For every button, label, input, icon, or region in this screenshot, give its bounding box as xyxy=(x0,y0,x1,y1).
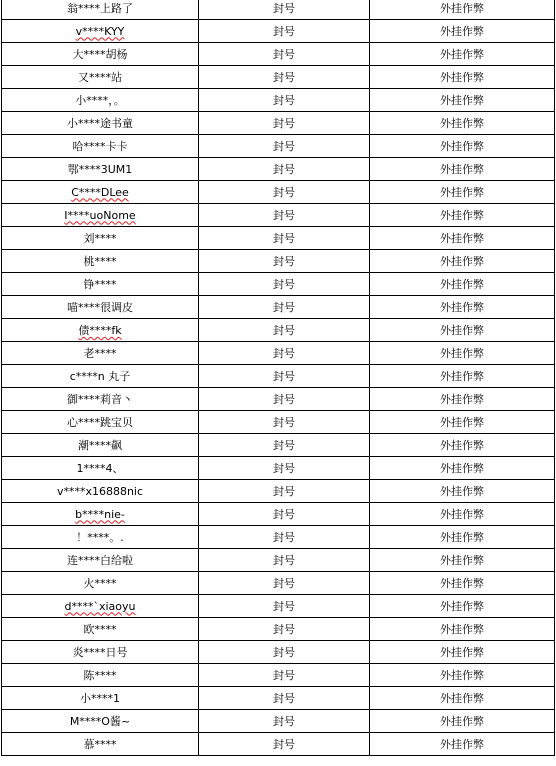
player-name-cell xyxy=(2,135,199,158)
action-cell xyxy=(199,66,370,89)
player-name-text: b****nie- xyxy=(75,507,125,521)
action-cell xyxy=(199,710,370,733)
player-name-cell xyxy=(2,0,199,20)
table-row xyxy=(2,66,555,89)
reason-cell xyxy=(370,503,555,526)
action-cell xyxy=(199,549,370,572)
reason-cell xyxy=(370,135,555,158)
table-row xyxy=(2,595,555,618)
action-cell xyxy=(199,733,370,756)
table-row xyxy=(2,664,555,687)
player-name-cell xyxy=(2,710,199,733)
table-row xyxy=(2,365,555,388)
action-cell xyxy=(199,641,370,664)
table-row xyxy=(2,457,555,480)
reason-text: 外挂作弊 xyxy=(440,186,484,199)
action-cell xyxy=(199,411,370,434)
ban-list-body xyxy=(2,0,555,756)
action-text: 封号 xyxy=(273,416,295,429)
reason-text: 外挂作弊 xyxy=(440,669,484,682)
player-name-text: 刘**** xyxy=(83,232,117,245)
action-cell xyxy=(199,457,370,480)
action-text: 封号 xyxy=(273,140,295,153)
player-name-cell xyxy=(2,549,199,572)
player-name-cell xyxy=(2,641,199,664)
action-cell xyxy=(199,480,370,503)
player-name-cell xyxy=(2,66,199,89)
action-cell xyxy=(199,526,370,549)
table-row xyxy=(2,572,555,595)
action-cell xyxy=(199,181,370,204)
action-text: 封号 xyxy=(273,25,295,38)
action-cell xyxy=(199,135,370,158)
reason-text: 外挂作弊 xyxy=(440,2,484,15)
action-text: 封号 xyxy=(273,94,295,107)
table-row xyxy=(2,0,555,20)
action-text: 封号 xyxy=(273,715,295,728)
reason-cell xyxy=(370,365,555,388)
table-row xyxy=(2,733,555,756)
player-name-text: d****`xiaoyu xyxy=(64,599,136,613)
table-row xyxy=(2,503,555,526)
action-text: 封号 xyxy=(273,439,295,452)
reason-cell xyxy=(370,618,555,641)
player-name-cell xyxy=(2,733,199,756)
player-name-cell xyxy=(2,411,199,434)
player-name-text: 炎****日号 xyxy=(72,646,128,659)
reason-text: 外挂作弊 xyxy=(440,347,484,360)
player-name-text: 潮****飙 xyxy=(78,439,122,452)
reason-cell xyxy=(370,664,555,687)
table-row xyxy=(2,434,555,457)
reason-cell xyxy=(370,687,555,710)
action-cell xyxy=(199,89,370,112)
reason-cell xyxy=(370,457,555,480)
player-name-text: 翁****上路了 xyxy=(67,2,133,15)
action-cell xyxy=(199,20,370,43)
action-text: 封号 xyxy=(273,646,295,659)
reason-cell xyxy=(370,66,555,89)
player-name-cell xyxy=(2,434,199,457)
action-text: 封号 xyxy=(273,669,295,682)
action-text: 封号 xyxy=(273,531,295,544)
action-cell xyxy=(199,227,370,250)
reason-cell xyxy=(370,158,555,181)
player-name-cell xyxy=(2,112,199,135)
player-name-cell xyxy=(2,319,199,342)
action-text: 封号 xyxy=(273,600,295,613)
player-name-text: ！****。. xyxy=(76,531,124,544)
action-text: 封号 xyxy=(273,278,295,291)
action-cell xyxy=(199,158,370,181)
player-name-text: 哈****卡卡 xyxy=(72,140,128,153)
reason-text: 外挂作弊 xyxy=(440,646,484,659)
action-cell xyxy=(199,503,370,526)
reason-text: 外挂作弊 xyxy=(440,462,484,475)
reason-text: 外挂作弊 xyxy=(440,692,484,705)
table-row xyxy=(2,181,555,204)
reason-text: 外挂作弊 xyxy=(440,209,484,222)
action-text: 封号 xyxy=(273,301,295,314)
player-name-cell xyxy=(2,595,199,618)
reason-cell xyxy=(370,296,555,319)
player-name-cell xyxy=(2,227,199,250)
table-row xyxy=(2,411,555,434)
player-name-cell xyxy=(2,296,199,319)
reason-text: 外挂作弊 xyxy=(440,25,484,38)
table-row xyxy=(2,135,555,158)
reason-text: 外挂作弊 xyxy=(440,324,484,337)
reason-text: 外挂作弊 xyxy=(440,508,484,521)
table-row xyxy=(2,710,555,733)
table-row xyxy=(2,89,555,112)
action-cell xyxy=(199,365,370,388)
reason-text: 外挂作弊 xyxy=(440,531,484,544)
player-name-text: 心****跳宝贝 xyxy=(67,416,133,429)
ban-list-table xyxy=(1,0,555,756)
reason-text: 外挂作弊 xyxy=(440,71,484,84)
table-row xyxy=(2,158,555,181)
player-name-text: C****DLee xyxy=(71,185,129,199)
action-text: 封号 xyxy=(273,2,295,15)
action-text: 封号 xyxy=(273,370,295,383)
reason-cell xyxy=(370,89,555,112)
action-text: 封号 xyxy=(273,485,295,498)
reason-text: 外挂作弊 xyxy=(440,163,484,176)
reason-cell xyxy=(370,549,555,572)
reason-text: 外挂作弊 xyxy=(440,232,484,245)
action-cell xyxy=(199,572,370,595)
reason-text: 外挂作弊 xyxy=(440,393,484,406)
player-name-text: 鄂****3UM1 xyxy=(67,163,133,176)
player-name-text: 1****4、 xyxy=(76,462,124,475)
table-row xyxy=(2,618,555,641)
player-name-text: v****KYY xyxy=(75,24,125,38)
player-name-text: 桃**** xyxy=(83,255,117,268)
reason-cell xyxy=(370,250,555,273)
action-cell xyxy=(199,342,370,365)
reason-text: 外挂作弊 xyxy=(440,278,484,291)
player-name-cell xyxy=(2,204,199,227)
player-name-cell xyxy=(2,526,199,549)
reason-text: 外挂作弊 xyxy=(440,117,484,130)
action-cell xyxy=(199,687,370,710)
table-row xyxy=(2,687,555,710)
reason-cell xyxy=(370,733,555,756)
table-row xyxy=(2,112,555,135)
table-row xyxy=(2,296,555,319)
action-cell xyxy=(199,273,370,296)
reason-cell xyxy=(370,388,555,411)
reason-cell xyxy=(370,526,555,549)
reason-cell xyxy=(370,319,555,342)
player-name-text: 又****站 xyxy=(78,71,122,84)
action-text: 封号 xyxy=(273,393,295,406)
reason-text: 外挂作弊 xyxy=(440,715,484,728)
action-text: 封号 xyxy=(273,71,295,84)
reason-text: 外挂作弊 xyxy=(440,577,484,590)
player-name-text: 喵****很调皮 xyxy=(67,301,133,314)
action-cell xyxy=(199,43,370,66)
action-cell xyxy=(199,618,370,641)
table-row xyxy=(2,480,555,503)
action-cell xyxy=(199,250,370,273)
reason-cell xyxy=(370,181,555,204)
action-cell xyxy=(199,204,370,227)
player-name-text: 欧**** xyxy=(83,623,117,636)
table-row xyxy=(2,549,555,572)
player-name-text: c****n 丸子 xyxy=(69,370,131,383)
table-row xyxy=(2,204,555,227)
reason-cell xyxy=(370,227,555,250)
action-cell xyxy=(199,296,370,319)
player-name-cell xyxy=(2,503,199,526)
action-text: 封号 xyxy=(273,324,295,337)
player-name-cell xyxy=(2,181,199,204)
table-row xyxy=(2,526,555,549)
player-name-cell xyxy=(2,687,199,710)
player-name-text: 大****胡杨 xyxy=(72,48,128,61)
action-cell xyxy=(199,434,370,457)
player-name-text: 慕**** xyxy=(83,738,117,751)
reason-text: 外挂作弊 xyxy=(440,301,484,314)
table-row xyxy=(2,273,555,296)
table-row xyxy=(2,319,555,342)
action-text: 封号 xyxy=(273,232,295,245)
reason-cell xyxy=(370,20,555,43)
player-name-cell xyxy=(2,250,199,273)
player-name-cell xyxy=(2,273,199,296)
player-name-cell xyxy=(2,480,199,503)
player-name-cell xyxy=(2,43,199,66)
reason-text: 外挂作弊 xyxy=(440,600,484,613)
action-cell xyxy=(199,319,370,342)
action-text: 封号 xyxy=(273,554,295,567)
reason-text: 外挂作弊 xyxy=(440,738,484,751)
action-text: 封号 xyxy=(273,48,295,61)
player-name-text: I****uoNome xyxy=(64,208,136,222)
action-text: 封号 xyxy=(273,163,295,176)
reason-text: 外挂作弊 xyxy=(440,623,484,636)
reason-cell xyxy=(370,595,555,618)
reason-cell xyxy=(370,342,555,365)
reason-text: 外挂作弊 xyxy=(440,255,484,268)
reason-cell xyxy=(370,434,555,457)
player-name-text: 火**** xyxy=(83,577,117,590)
player-name-cell xyxy=(2,158,199,181)
reason-text: 外挂作弊 xyxy=(440,554,484,567)
reason-text: 外挂作弊 xyxy=(440,439,484,452)
reason-text: 外挂作弊 xyxy=(440,416,484,429)
action-text: 封号 xyxy=(273,577,295,590)
player-name-text: 铮**** xyxy=(83,278,117,291)
table-row xyxy=(2,342,555,365)
reason-text: 外挂作弊 xyxy=(440,48,484,61)
player-name-text: 小****途书童 xyxy=(67,117,133,130)
action-text: 封号 xyxy=(273,508,295,521)
player-name-text: 小****，。 xyxy=(75,94,125,107)
action-cell xyxy=(199,595,370,618)
reason-cell xyxy=(370,273,555,296)
player-name-cell xyxy=(2,365,199,388)
action-text: 封号 xyxy=(273,738,295,751)
reason-text: 外挂作弊 xyxy=(440,370,484,383)
reason-cell xyxy=(370,641,555,664)
action-text: 封号 xyxy=(273,117,295,130)
reason-cell xyxy=(370,204,555,227)
player-name-text: 小****1 xyxy=(80,692,120,705)
player-name-cell xyxy=(2,388,199,411)
reason-text: 外挂作弊 xyxy=(440,485,484,498)
action-cell xyxy=(199,112,370,135)
table-row xyxy=(2,388,555,411)
reason-text: 外挂作弊 xyxy=(440,140,484,153)
action-cell xyxy=(199,0,370,20)
player-name-text: v****x16888nic xyxy=(56,484,144,498)
player-name-cell xyxy=(2,342,199,365)
reason-cell xyxy=(370,572,555,595)
reason-text: 外挂作弊 xyxy=(440,94,484,107)
player-name-text: M****O酱~ xyxy=(69,715,131,728)
player-name-cell xyxy=(2,618,199,641)
table-row xyxy=(2,43,555,66)
player-name-cell xyxy=(2,457,199,480)
player-name-text: 御****莉音丶 xyxy=(67,393,133,406)
reason-cell xyxy=(370,43,555,66)
action-text: 封号 xyxy=(273,623,295,636)
player-name-text: 陈**** xyxy=(83,669,117,682)
table-row xyxy=(2,250,555,273)
action-text: 封号 xyxy=(273,186,295,199)
action-text: 封号 xyxy=(273,347,295,360)
table-row xyxy=(2,20,555,43)
action-text: 封号 xyxy=(273,462,295,475)
player-name-cell xyxy=(2,20,199,43)
action-cell xyxy=(199,388,370,411)
player-name-text: 债****fk xyxy=(78,324,122,337)
action-text: 封号 xyxy=(273,255,295,268)
player-name-cell xyxy=(2,664,199,687)
reason-cell xyxy=(370,411,555,434)
table-row xyxy=(2,641,555,664)
player-name-text: 老**** xyxy=(83,347,117,360)
player-name-text: 连****白给啦 xyxy=(67,554,133,567)
action-cell xyxy=(199,664,370,687)
player-name-cell xyxy=(2,89,199,112)
table-row xyxy=(2,227,555,250)
action-text: 封号 xyxy=(273,209,295,222)
player-name-cell xyxy=(2,572,199,595)
reason-cell xyxy=(370,112,555,135)
action-text: 封号 xyxy=(273,692,295,705)
reason-cell xyxy=(370,480,555,503)
reason-cell xyxy=(370,710,555,733)
reason-cell xyxy=(370,0,555,20)
